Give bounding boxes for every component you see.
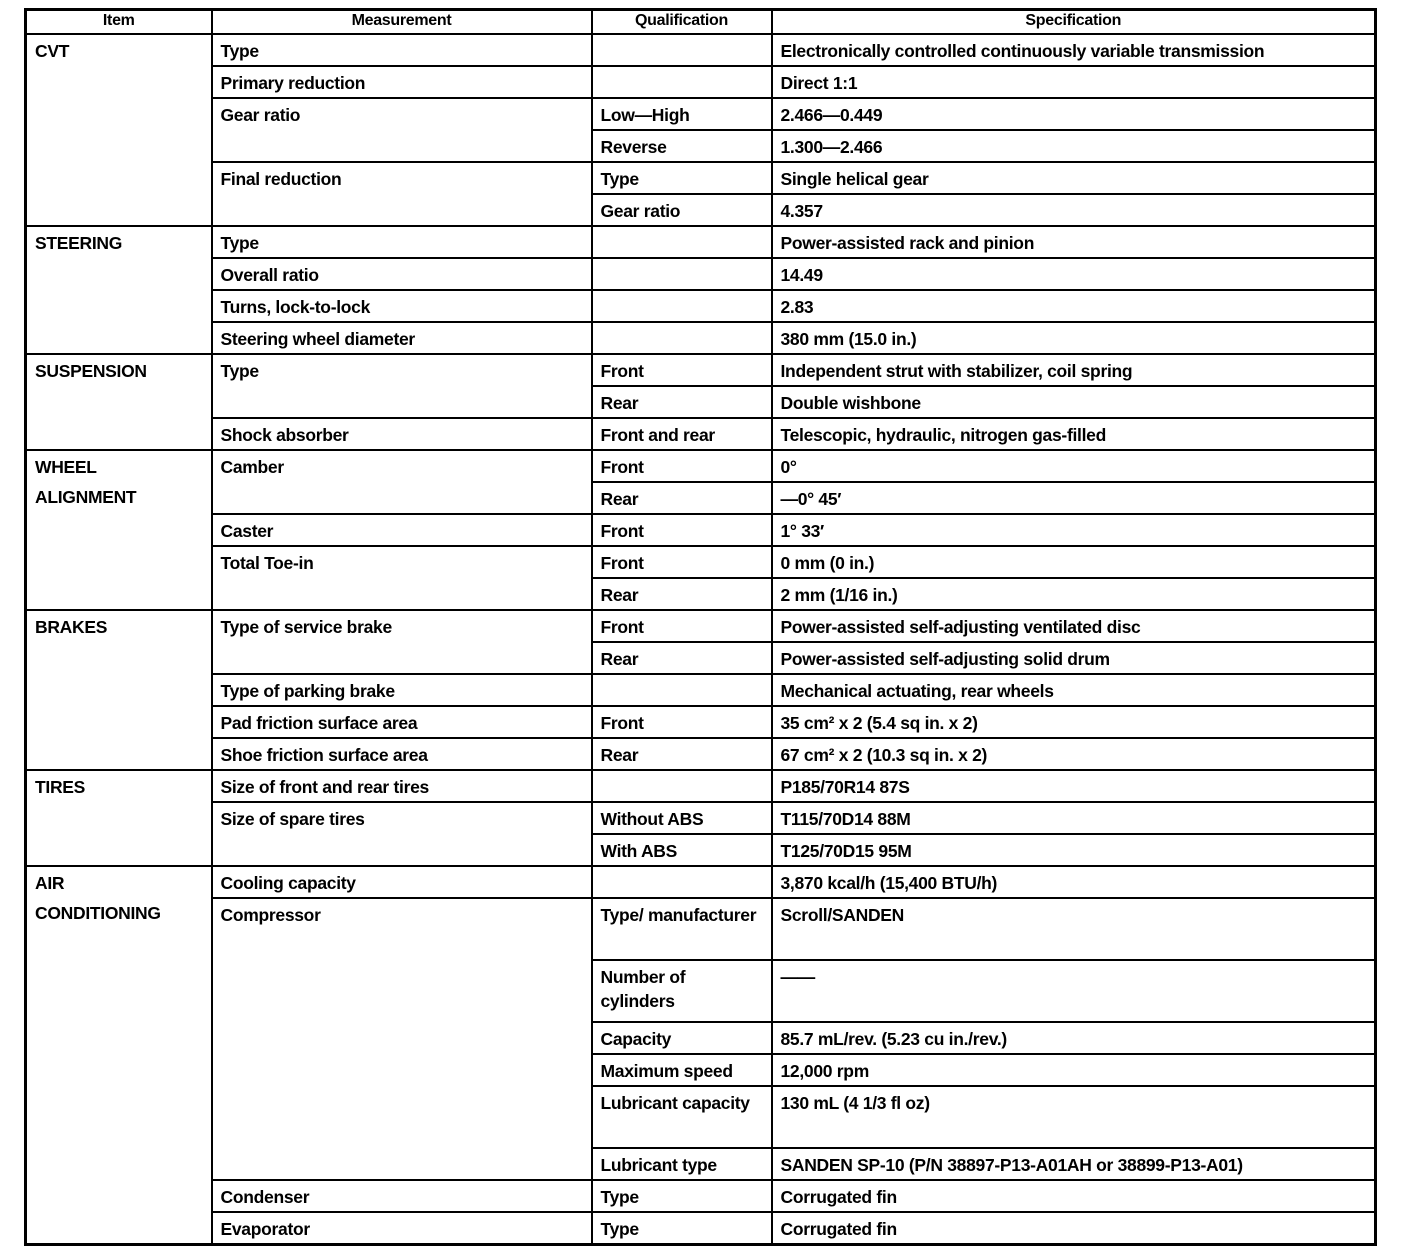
measurement-cell: Pad friction surface area <box>212 706 592 738</box>
qualification-cell: Rear <box>592 642 772 674</box>
qualification-cell <box>592 322 772 354</box>
qualification-cell: Reverse <box>592 130 772 162</box>
qualification-cell: Lubricant capacity <box>592 1086 772 1148</box>
table-row <box>26 322 1376 354</box>
specification-cell: 2.466—0.449 <box>772 98 1376 130</box>
qualification-cell: Number of cylinders <box>592 960 772 1022</box>
specification-cell: 1° 33′ <box>772 514 1376 546</box>
specification-cell: 2.83 <box>772 290 1376 322</box>
specification-cell: 3,870 kcal/h (15,400 BTU/h) <box>772 866 1376 898</box>
qualification-cell: Rear <box>592 386 772 418</box>
table-row <box>26 1212 1376 1245</box>
specification-cell: Single helical gear <box>772 162 1376 194</box>
measurement-cell: Caster <box>212 514 592 546</box>
qualification-cell: Front <box>592 514 772 546</box>
specification-cell: 12,000 rpm <box>772 1054 1376 1086</box>
qualification-cell <box>592 226 772 258</box>
qualification-cell: Without ABS <box>592 802 772 834</box>
header-specification: Specification <box>772 10 1376 35</box>
specification-cell: 35 cm² x 2 (5.4 sq in. x 2) <box>772 706 1376 738</box>
table-row <box>26 802 1376 834</box>
specification-cell: 85.7 mL/rev. (5.23 cu in./rev.) <box>772 1022 1376 1054</box>
measurement-cell: Size of front and rear tires <box>212 770 592 802</box>
specification-cell: Power-assisted rack and pinion <box>772 226 1376 258</box>
measurement-cell: Type <box>212 226 592 258</box>
qualification-cell: Rear <box>592 482 772 514</box>
qualification-cell: Maximum speed <box>592 1054 772 1086</box>
measurement-cell: Total Toe-in <box>212 546 592 610</box>
qualification-cell: Low—High <box>592 98 772 130</box>
table-row <box>26 258 1376 290</box>
measurement-cell: Size of spare tires <box>212 802 592 866</box>
specification-cell: 0° <box>772 450 1376 482</box>
qualification-cell: Gear ratio <box>592 194 772 226</box>
qualification-cell <box>592 66 772 98</box>
qualification-cell <box>592 290 772 322</box>
table-row <box>26 354 1376 386</box>
measurement-cell: Type <box>212 354 592 418</box>
item-label-line: WHEEL <box>35 457 97 477</box>
qualification-cell <box>592 258 772 290</box>
qualification-cell <box>592 674 772 706</box>
measurement-cell: Type of service brake <box>212 610 592 674</box>
table-row <box>26 450 1376 482</box>
specification-cell: 1.300—2.466 <box>772 130 1376 162</box>
specification-cell: 14.49 <box>772 258 1376 290</box>
qualification-cell: Rear <box>592 738 772 770</box>
table-row <box>26 514 1376 546</box>
item-label-line: CONDITIONING <box>35 903 161 923</box>
specification-cell: Corrugated fin <box>772 1180 1376 1212</box>
specification-cell: Double wishbone <box>772 386 1376 418</box>
measurement-cell: Primary reduction <box>212 66 592 98</box>
item-cvt: CVT <box>26 34 212 226</box>
specification-cell: Scroll/SANDEN <box>772 898 1376 960</box>
qualification-cell: Front <box>592 354 772 386</box>
qualification-cell: Front and rear <box>592 418 772 450</box>
table-row <box>26 290 1376 322</box>
table-row <box>26 866 1376 898</box>
measurement-cell: Final reduction <box>212 162 592 226</box>
specification-cell: Electronically controlled continuously variable transmission <box>772 34 1376 66</box>
measurement-cell: Camber <box>212 450 592 514</box>
table-row <box>26 1180 1376 1212</box>
qualification-cell: Type <box>592 1212 772 1245</box>
specification-cell: Independent strut with stabilizer, coil spring <box>772 354 1376 386</box>
specification-cell: SANDEN SP-10 (P/N 38897-P13-A01AH or 38899-P13-A01) <box>772 1148 1376 1180</box>
table-row <box>26 162 1376 194</box>
specification-cell: Telescopic, hydraulic, nitrogen gas-filled <box>772 418 1376 450</box>
table-row <box>26 738 1376 770</box>
table-row <box>26 610 1376 642</box>
table-row <box>26 98 1376 130</box>
specification-cell: Direct 1:1 <box>772 66 1376 98</box>
item-suspension: SUSPENSION <box>26 354 212 450</box>
measurement-cell: Evaporator <box>212 1212 592 1245</box>
item-wheel-alignment <box>26 450 212 610</box>
table-row <box>26 66 1376 98</box>
item-brakes: BRAKES <box>26 610 212 770</box>
measurement-cell: Cooling capacity <box>212 866 592 898</box>
qualification-cell: Front <box>592 450 772 482</box>
specification-cell: 380 mm (15.0 in.) <box>772 322 1376 354</box>
qualification-cell: Lubricant type <box>592 1148 772 1180</box>
qualification-cell: Capacity <box>592 1022 772 1054</box>
qualification-cell: Type <box>592 162 772 194</box>
qualification-cell: Front <box>592 610 772 642</box>
item-label-line: ALIGNMENT <box>35 487 137 507</box>
specification-cell: Mechanical actuating, rear wheels <box>772 674 1376 706</box>
qualification-cell: Front <box>592 546 772 578</box>
qualification-cell: Type <box>592 1180 772 1212</box>
qualification-cell: With ABS <box>592 834 772 866</box>
measurement-cell: Compressor <box>212 898 592 1180</box>
specification-cell: P185/70R14 87S <box>772 770 1376 802</box>
header-measurement: Measurement <box>212 10 592 35</box>
table-row <box>26 770 1376 802</box>
specification-cell: 67 cm² x 2 (10.3 sq in. x 2) <box>772 738 1376 770</box>
specification-cell: T125/70D15 95M <box>772 834 1376 866</box>
header-qualification: Qualification <box>592 10 772 35</box>
header-item: Item <box>26 10 212 35</box>
qualification-cell: Rear <box>592 578 772 610</box>
measurement-cell: Gear ratio <box>212 98 592 162</box>
item-label-line: AIR <box>35 873 65 893</box>
specification-cell: 2 mm (1/16 in.) <box>772 578 1376 610</box>
item-air-conditioning <box>26 866 212 1245</box>
qualification-cell: Front <box>592 706 772 738</box>
measurement-cell: Steering wheel diameter <box>212 322 592 354</box>
table-row <box>26 226 1376 258</box>
specification-cell: T115/70D14 88M <box>772 802 1376 834</box>
measurement-cell: Turns, lock-to-lock <box>212 290 592 322</box>
specification-table <box>24 8 1377 1246</box>
specification-cell: 4.357 <box>772 194 1376 226</box>
table-row <box>26 546 1376 578</box>
qualification-cell <box>592 770 772 802</box>
measurement-cell: Type <box>212 34 592 66</box>
qualification-cell <box>592 34 772 66</box>
measurement-cell: Shoe friction surface area <box>212 738 592 770</box>
item-steering: STEERING <box>26 226 212 354</box>
table-row <box>26 898 1376 960</box>
measurement-cell: Type of parking brake <box>212 674 592 706</box>
measurement-cell: Overall ratio <box>212 258 592 290</box>
table-row <box>26 34 1376 66</box>
table-row <box>26 418 1376 450</box>
header-row <box>26 10 1376 35</box>
item-tires: TIRES <box>26 770 212 866</box>
specification-cell: —— <box>772 960 1376 1022</box>
measurement-cell: Shock absorber <box>212 418 592 450</box>
qualification-cell: Type/ manufacturer <box>592 898 772 960</box>
specification-cell: 0 mm (0 in.) <box>772 546 1376 578</box>
specification-cell: Power-assisted self-adjusting ventilated disc <box>772 610 1376 642</box>
specification-cell: 130 mL (4 1/3 fl oz) <box>772 1086 1376 1148</box>
specification-cell: —0° 45′ <box>772 482 1376 514</box>
qualification-cell <box>592 866 772 898</box>
specification-cell: Power-assisted self-adjusting solid drum <box>772 642 1376 674</box>
table-row <box>26 674 1376 706</box>
table-row <box>26 706 1376 738</box>
measurement-cell: Condenser <box>212 1180 592 1212</box>
specification-cell: Corrugated fin <box>772 1212 1376 1245</box>
